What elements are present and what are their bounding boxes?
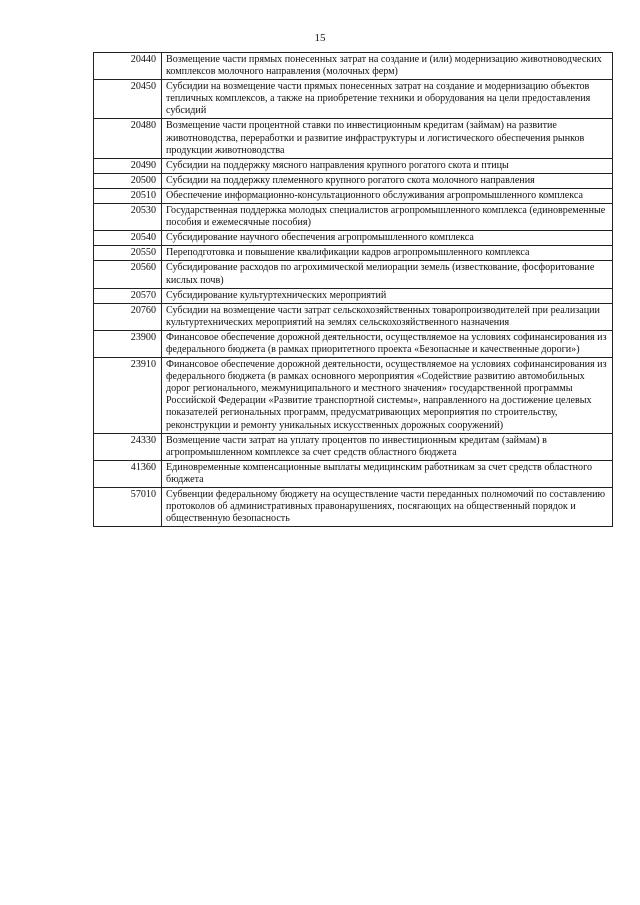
table-row [94, 358, 613, 434]
table-row [94, 53, 613, 80]
row-description: Единовременные компенсационные выплаты медицинским работникам за счет средств областного бюджета [162, 460, 613, 487]
row-code: 20570 [94, 288, 162, 303]
row-code: 20550 [94, 246, 162, 261]
page-number: 15 [314, 32, 326, 44]
row-code: 41360 [94, 460, 162, 487]
table-row [94, 261, 613, 288]
row-description: Возмещение части процентной ставки по инвестиционным кредитам (займам) на развитие животноводства, переработки и развитие инфраструктуры и логистического обеспечения рынков продукции животноводства [162, 119, 613, 158]
table-row [94, 231, 613, 246]
table-row [94, 488, 613, 527]
row-code: 23900 [94, 330, 162, 357]
row-description: Субсидирование научного обеспечения агропромышленного комплекса [162, 231, 613, 246]
row-description: Финансовое обеспечение дорожной деятельности, осуществляемое на условиях софинансирования из федерального бюджета (в рамках приоритетного проекта «Безопасные и качественные дороги») [162, 330, 613, 357]
table-row [94, 188, 613, 203]
row-code: 20540 [94, 231, 162, 246]
table-row [94, 460, 613, 487]
table-row [94, 246, 613, 261]
row-description: Субсидирование расходов по агрохимической мелиорации земель (известкование, фосфоритование кислых почв) [162, 261, 613, 288]
row-code: 57010 [94, 488, 162, 527]
row-description: Субсидии на возмещение части прямых понесенных затрат на создание и модернизацию объектов тепличных комплексов, а также на приобретение техники и оборудования на цели предоставления субсидий [162, 80, 613, 119]
row-description: Субсидии на возмещение части затрат сельскохозяйственных товаропроизводителей при реализации культуртехнических мероприятий на землях сельскохозяйственного назначения [162, 303, 613, 330]
row-code: 20760 [94, 303, 162, 330]
table-row [94, 204, 613, 231]
row-code: 20560 [94, 261, 162, 288]
table-row [94, 288, 613, 303]
row-description: Субсидирование культуртехнических мероприятий [162, 288, 613, 303]
row-code: 20490 [94, 158, 162, 173]
row-description: Обеспечение информационно-консультационного обслуживания агропромышленного комплекса [162, 188, 613, 203]
row-description: Финансовое обеспечение дорожной деятельности, осуществляемое на условиях софинансирования из федерального бюджета (в рамках основного мероприятия «Содействие развитию автомобильных дорог регионального, межмуниципального и местного значения» государственной программы Российской Федерации «Развитие транспортной системы», направленного на достижение целевых показателей региональных программ, предусматривающих мероприятия по строительству, реконструкции и ремонту уникальных искусственных дорожных сооружений) [162, 358, 613, 434]
table-row [94, 330, 613, 357]
row-code: 23910 [94, 358, 162, 434]
row-description: Переподготовка и повышение квалификации кадров агропромышленного комплекса [162, 246, 613, 261]
row-code: 20530 [94, 204, 162, 231]
budget-codes-table [93, 52, 613, 527]
table-row [94, 433, 613, 460]
table-row [94, 119, 613, 158]
row-code: 24330 [94, 433, 162, 460]
row-description: Государственная поддержка молодых специалистов агропромышленного комплекса (единовременные пособия и ежемесячные пособия) [162, 204, 613, 231]
row-code: 20510 [94, 188, 162, 203]
table-row [94, 80, 613, 119]
row-code: 20480 [94, 119, 162, 158]
table-body [94, 53, 613, 527]
row-description: Возмещение части затрат на уплату процентов по инвестиционным кредитам (займам) в агропромышленном комплексе за счет средств областного бюджета [162, 433, 613, 460]
row-description: Возмещение части прямых понесенных затрат на создание и (или) модернизацию животноводческих комплексов молочного направления (молочных ферм) [162, 53, 613, 80]
table-row [94, 303, 613, 330]
table-row [94, 158, 613, 173]
table-row [94, 173, 613, 188]
row-code: 20500 [94, 173, 162, 188]
row-description: Субсидии на поддержку племенного крупного рогатого скота молочного направления [162, 173, 613, 188]
row-code: 20450 [94, 80, 162, 119]
row-description: Субсидии на поддержку мясного направления крупного рогатого скота и птицы [162, 158, 613, 173]
row-description: Субвенции федеральному бюджету на осуществление части переданных полномочий по составлению протоколов об административных правонарушениях, посягающих на общественный порядок и общественную безопасность [162, 488, 613, 527]
row-code: 20440 [94, 53, 162, 80]
